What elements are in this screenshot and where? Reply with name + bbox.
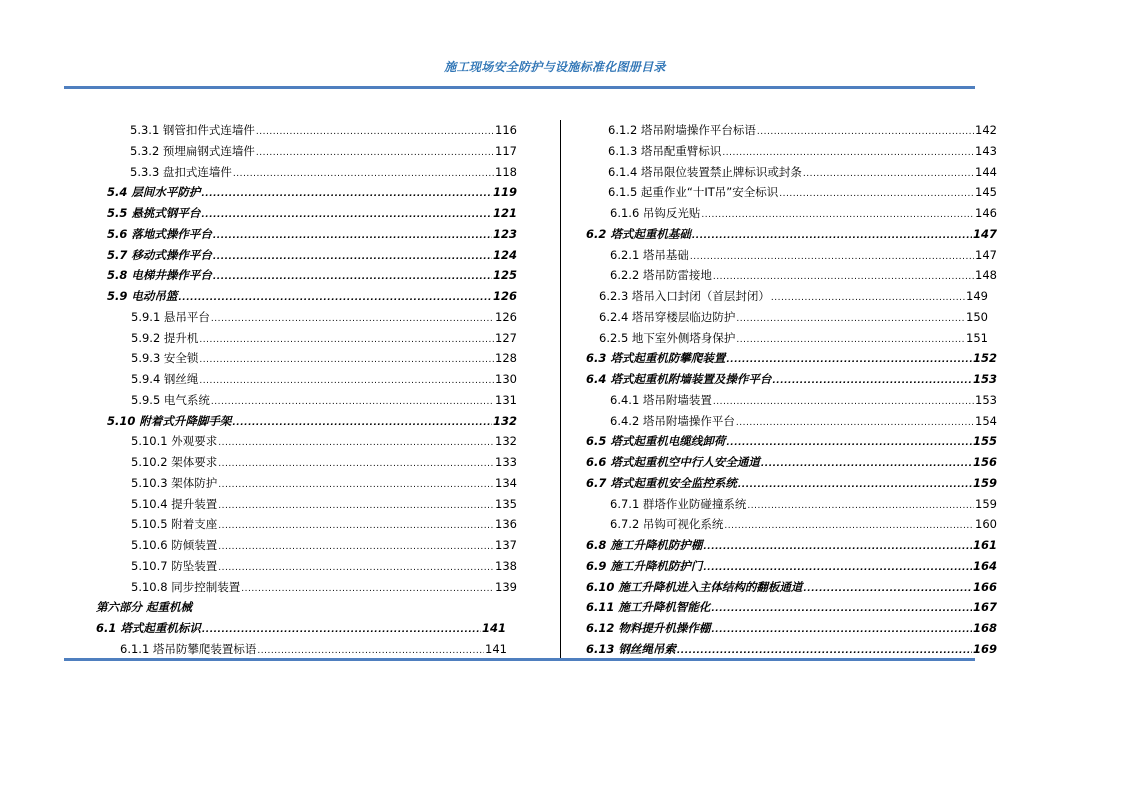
toc-entry[interactable] — [610, 494, 997, 515]
toc-page-number: 132 — [495, 434, 517, 449]
toc-page-number: 143 — [975, 143, 997, 158]
toc-page-number: 136 — [495, 517, 517, 532]
toc-entry[interactable] — [586, 452, 997, 473]
toc-entry[interactable] — [107, 411, 517, 432]
toc-page-number: 159 — [975, 496, 997, 511]
toc-entry[interactable] — [610, 514, 997, 535]
toc-entry-label: 5.4 层间水平防护 — [107, 185, 201, 200]
toc-page-number: 121 — [492, 206, 517, 220]
toc-page-number: 150 — [966, 309, 988, 324]
toc-page-number: 164 — [972, 558, 997, 573]
toc-entry[interactable] — [96, 618, 506, 639]
toc-entry[interactable] — [586, 597, 997, 618]
toc-entry-label: 5.9.3 安全锁 — [131, 351, 199, 366]
toc-entry-label: 5.10.4 提升装置 — [131, 496, 218, 511]
toc-entry-label: 5.3.1 钢管扣件式连墙件 — [130, 123, 255, 137]
toc-entry-label: 5.9.1 悬吊平台 — [131, 309, 210, 324]
toc-entry[interactable] — [131, 535, 517, 556]
toc-entry-label: 6.1.3 塔吊配重臂标识 — [608, 143, 722, 158]
toc-page-number: 133 — [495, 455, 517, 469]
toc-page-number: 119 — [492, 185, 517, 200]
toc-page-number: 149 — [966, 289, 988, 303]
toc-entry[interactable] — [107, 182, 517, 203]
toc-page-number: 153 — [975, 392, 997, 407]
toc-entry[interactable] — [599, 286, 988, 307]
toc-entry-label: 6.4.1 塔吊附墙装置 — [610, 392, 712, 407]
page-title: 施工现场安全防护与设施标准化图册目录 — [444, 60, 666, 74]
toc-entry-label: 6.12 物料提升机操作棚 — [586, 621, 711, 635]
toc-entry[interactable] — [120, 639, 507, 660]
toc-entry-label: 5.9.2 提升机 — [131, 330, 199, 345]
toc-entry[interactable] — [586, 348, 997, 369]
toc-entry[interactable] — [96, 597, 192, 618]
toc-page-number: 125 — [492, 268, 517, 283]
toc-entry-label: 6.1.1 塔吊防攀爬装置标语 — [120, 641, 257, 656]
toc-entry-label: 6.7.2 吊钩可视化系统 — [610, 517, 724, 532]
toc-page-number: 124 — [492, 247, 517, 262]
toc-page-number: 169 — [972, 641, 997, 656]
toc-entry-label: 5.10.3 架体防护 — [131, 475, 218, 490]
toc-entry-label: 6.7.1 群塔作业防碰撞系统 — [610, 496, 747, 511]
toc-page-number: 130 — [495, 372, 517, 386]
toc-entry-label: 5.6 落地式操作平台 — [107, 226, 212, 241]
toc-entry[interactable] — [610, 390, 997, 411]
toc-entry[interactable] — [586, 639, 997, 660]
toc-entry-label: 6.2.4 塔吊穿楼层临边防护 — [599, 309, 736, 324]
toc-entry-label: 5.10.6 防倾装置 — [131, 538, 218, 552]
toc-entry[interactable] — [107, 286, 517, 307]
toc-entry-label: 6.11 施工升降机智能化 — [586, 600, 711, 615]
toc-leader-dots — [677, 641, 972, 662]
toc-entry[interactable] — [599, 307, 988, 328]
toc-entry-label: 6.5 塔式起重机电缆线卸荷 — [586, 434, 726, 449]
toc-entry-label: 6.10 施工升降机进入主体结构的翻板通道 — [586, 579, 803, 594]
toc-page-number: 127 — [495, 330, 517, 345]
toc-entry[interactable] — [131, 348, 517, 369]
toc-entry-label: 6.4 塔式起重机附墙装置及操作平台 — [586, 372, 772, 386]
toc-page-number: 128 — [495, 351, 517, 366]
toc-entry-label: 6.1.5 起重作业“十IT吊”安全标识 — [608, 185, 779, 200]
toc-entry-label: 6.13 钢丝绳吊索 — [586, 641, 676, 656]
toc-page-number: 147 — [972, 226, 997, 241]
toc-entry[interactable] — [131, 494, 517, 515]
toc-entry-label: 5.9 电动吊篮 — [107, 289, 178, 303]
toc-entry[interactable] — [608, 120, 997, 141]
toc-entry[interactable] — [131, 328, 517, 349]
toc-entry-label: 6.1.2 塔吊附墙操作平台标语 — [608, 123, 756, 137]
toc-entry-label: 6.2.3 塔吊入口封闭（首层封闭） — [599, 289, 770, 303]
toc-entry[interactable] — [107, 245, 517, 266]
toc-page-number: 126 — [495, 309, 517, 324]
toc-entry[interactable] — [599, 328, 988, 349]
toc-page-number: 152 — [972, 351, 997, 366]
toc-entry-label: 6.2.1 塔吊基础 — [610, 247, 689, 262]
toc-entry[interactable] — [586, 369, 997, 390]
toc-entry-label: 6.4.2 塔吊附墙操作平台 — [610, 413, 735, 428]
toc-entry[interactable] — [586, 431, 997, 452]
toc-entry-label: 5.9.5 电气系统 — [131, 392, 210, 407]
toc-page-number: 134 — [495, 475, 517, 490]
toc-entry-label: 5.3.3 盘扣式连墙件 — [130, 164, 232, 179]
toc-page-number: 154 — [975, 413, 997, 428]
toc-entry-label: 6.9 施工升降机防护门 — [586, 558, 703, 573]
toc-entry[interactable] — [107, 203, 517, 224]
toc-entry[interactable] — [610, 203, 997, 224]
toc-page-number: 148 — [975, 268, 997, 283]
toc-entry-label: 6.1.6 吊钩反光贴 — [610, 206, 701, 220]
toc-entry-label: 5.3.2 预埋扁钢式连墙件 — [130, 143, 255, 158]
toc-entry[interactable] — [586, 556, 997, 577]
toc-leader-dots — [257, 641, 484, 662]
toc-entry[interactable] — [608, 162, 997, 183]
toc-page-number: 139 — [495, 579, 517, 594]
toc-entry[interactable] — [586, 535, 997, 556]
toc-entry[interactable] — [131, 514, 517, 535]
toc-entry[interactable] — [131, 390, 517, 411]
toc-page-number: 160 — [975, 517, 997, 532]
toc-entry-label: 5.9.4 钢丝绳 — [131, 372, 199, 386]
toc-entry-label: 6.2.5 地下室外侧塔身保护 — [599, 330, 736, 345]
toc-page-number: 141 — [485, 641, 507, 656]
toc-entry-label: 6.2 塔式起重机基础 — [586, 226, 691, 241]
header-rule — [64, 86, 975, 89]
toc-page-number: 147 — [975, 247, 997, 262]
toc-entry[interactable] — [131, 577, 517, 598]
toc-page-number: 159 — [972, 475, 997, 490]
toc-page-number: 168 — [972, 621, 997, 635]
toc-entry[interactable] — [610, 245, 997, 266]
toc-entry-label: 6.7 塔式起重机安全监控系统 — [586, 475, 737, 490]
toc-entry-label: 6.1.4 塔吊限位装置禁止牌标识或封条 — [608, 164, 802, 179]
toc-page-number: 118 — [495, 164, 517, 179]
toc-page-number: 166 — [972, 579, 997, 594]
toc-entry[interactable] — [130, 141, 517, 162]
toc-entry[interactable] — [131, 556, 517, 577]
toc-entry[interactable] — [107, 224, 517, 245]
toc-entry[interactable] — [130, 162, 517, 183]
toc-entry[interactable] — [610, 265, 997, 286]
toc-entry-label: 6.2.2 塔吊防雷接地 — [610, 268, 712, 283]
toc-entry-label: 5.7 移动式操作平台 — [107, 247, 212, 262]
toc-page-number: 116 — [495, 123, 517, 137]
toc-page-number: 161 — [972, 538, 997, 552]
toc-entry[interactable] — [131, 452, 517, 473]
toc-page-number: 132 — [492, 413, 517, 428]
toc-entry-label: 6.8 施工升降机防护棚 — [586, 538, 703, 552]
toc-entry-label: 5.10 附着式升降脚手架 — [107, 413, 232, 428]
toc-page-number: 117 — [495, 143, 517, 158]
toc-leader-dots — [241, 579, 494, 600]
toc-entry[interactable] — [131, 431, 517, 452]
toc-page-number: 142 — [975, 123, 997, 137]
toc-page-number: 151 — [966, 330, 988, 345]
toc-entry[interactable] — [107, 265, 517, 286]
toc-page-number: 123 — [492, 226, 517, 241]
toc-entry-label: 6.1 塔式起重机标识 — [96, 621, 201, 635]
toc-page-number: 138 — [495, 558, 517, 573]
toc-page-number: 137 — [495, 538, 517, 552]
toc-entry-label: 5.10.5 附着支座 — [131, 517, 218, 532]
column-divider — [560, 120, 561, 660]
toc-entry[interactable] — [131, 369, 517, 390]
toc-page-number: 126 — [492, 289, 517, 303]
toc-page-number: 153 — [972, 372, 997, 386]
toc-entry[interactable] — [130, 120, 517, 141]
toc-entry[interactable] — [608, 141, 997, 162]
toc-entry-label: 5.5 悬挑式钢平台 — [107, 206, 201, 220]
toc-page-number: 146 — [975, 206, 997, 220]
toc-entry[interactable] — [608, 182, 997, 203]
toc-entry[interactable] — [610, 411, 997, 432]
toc-page-number: 156 — [972, 455, 997, 469]
toc-entry[interactable] — [586, 577, 997, 598]
toc-entry[interactable] — [586, 618, 997, 639]
toc-entry-label: 6.6 塔式起重机空中行人安全通道 — [586, 455, 760, 469]
toc-page-number: 131 — [495, 392, 517, 407]
toc-entry[interactable] — [586, 473, 997, 494]
toc-entry[interactable] — [131, 473, 517, 494]
toc-page-number: 135 — [495, 496, 517, 511]
toc-entry-label: 5.10.1 外观要求 — [131, 434, 218, 449]
toc-page-number: 145 — [975, 185, 997, 200]
toc-entry-label: 第六部分 起重机械 — [96, 600, 193, 615]
toc-entry-label: 5.8 电梯井操作平台 — [107, 268, 212, 283]
toc-entry[interactable] — [586, 224, 997, 245]
toc-entry-label: 5.10.7 防坠装置 — [131, 558, 218, 573]
toc-entry-label: 5.10.2 架体要求 — [131, 455, 218, 469]
toc-entry-label: 5.10.8 同步控制装置 — [131, 579, 241, 594]
toc-entry-label: 6.3 塔式起重机防攀爬装置 — [586, 351, 726, 366]
toc-entry[interactable] — [131, 307, 517, 328]
toc-page-number: 167 — [972, 600, 997, 615]
toc-page-number: 144 — [975, 164, 997, 179]
toc-page-number: 141 — [481, 621, 506, 635]
toc-page-number: 155 — [972, 434, 997, 449]
